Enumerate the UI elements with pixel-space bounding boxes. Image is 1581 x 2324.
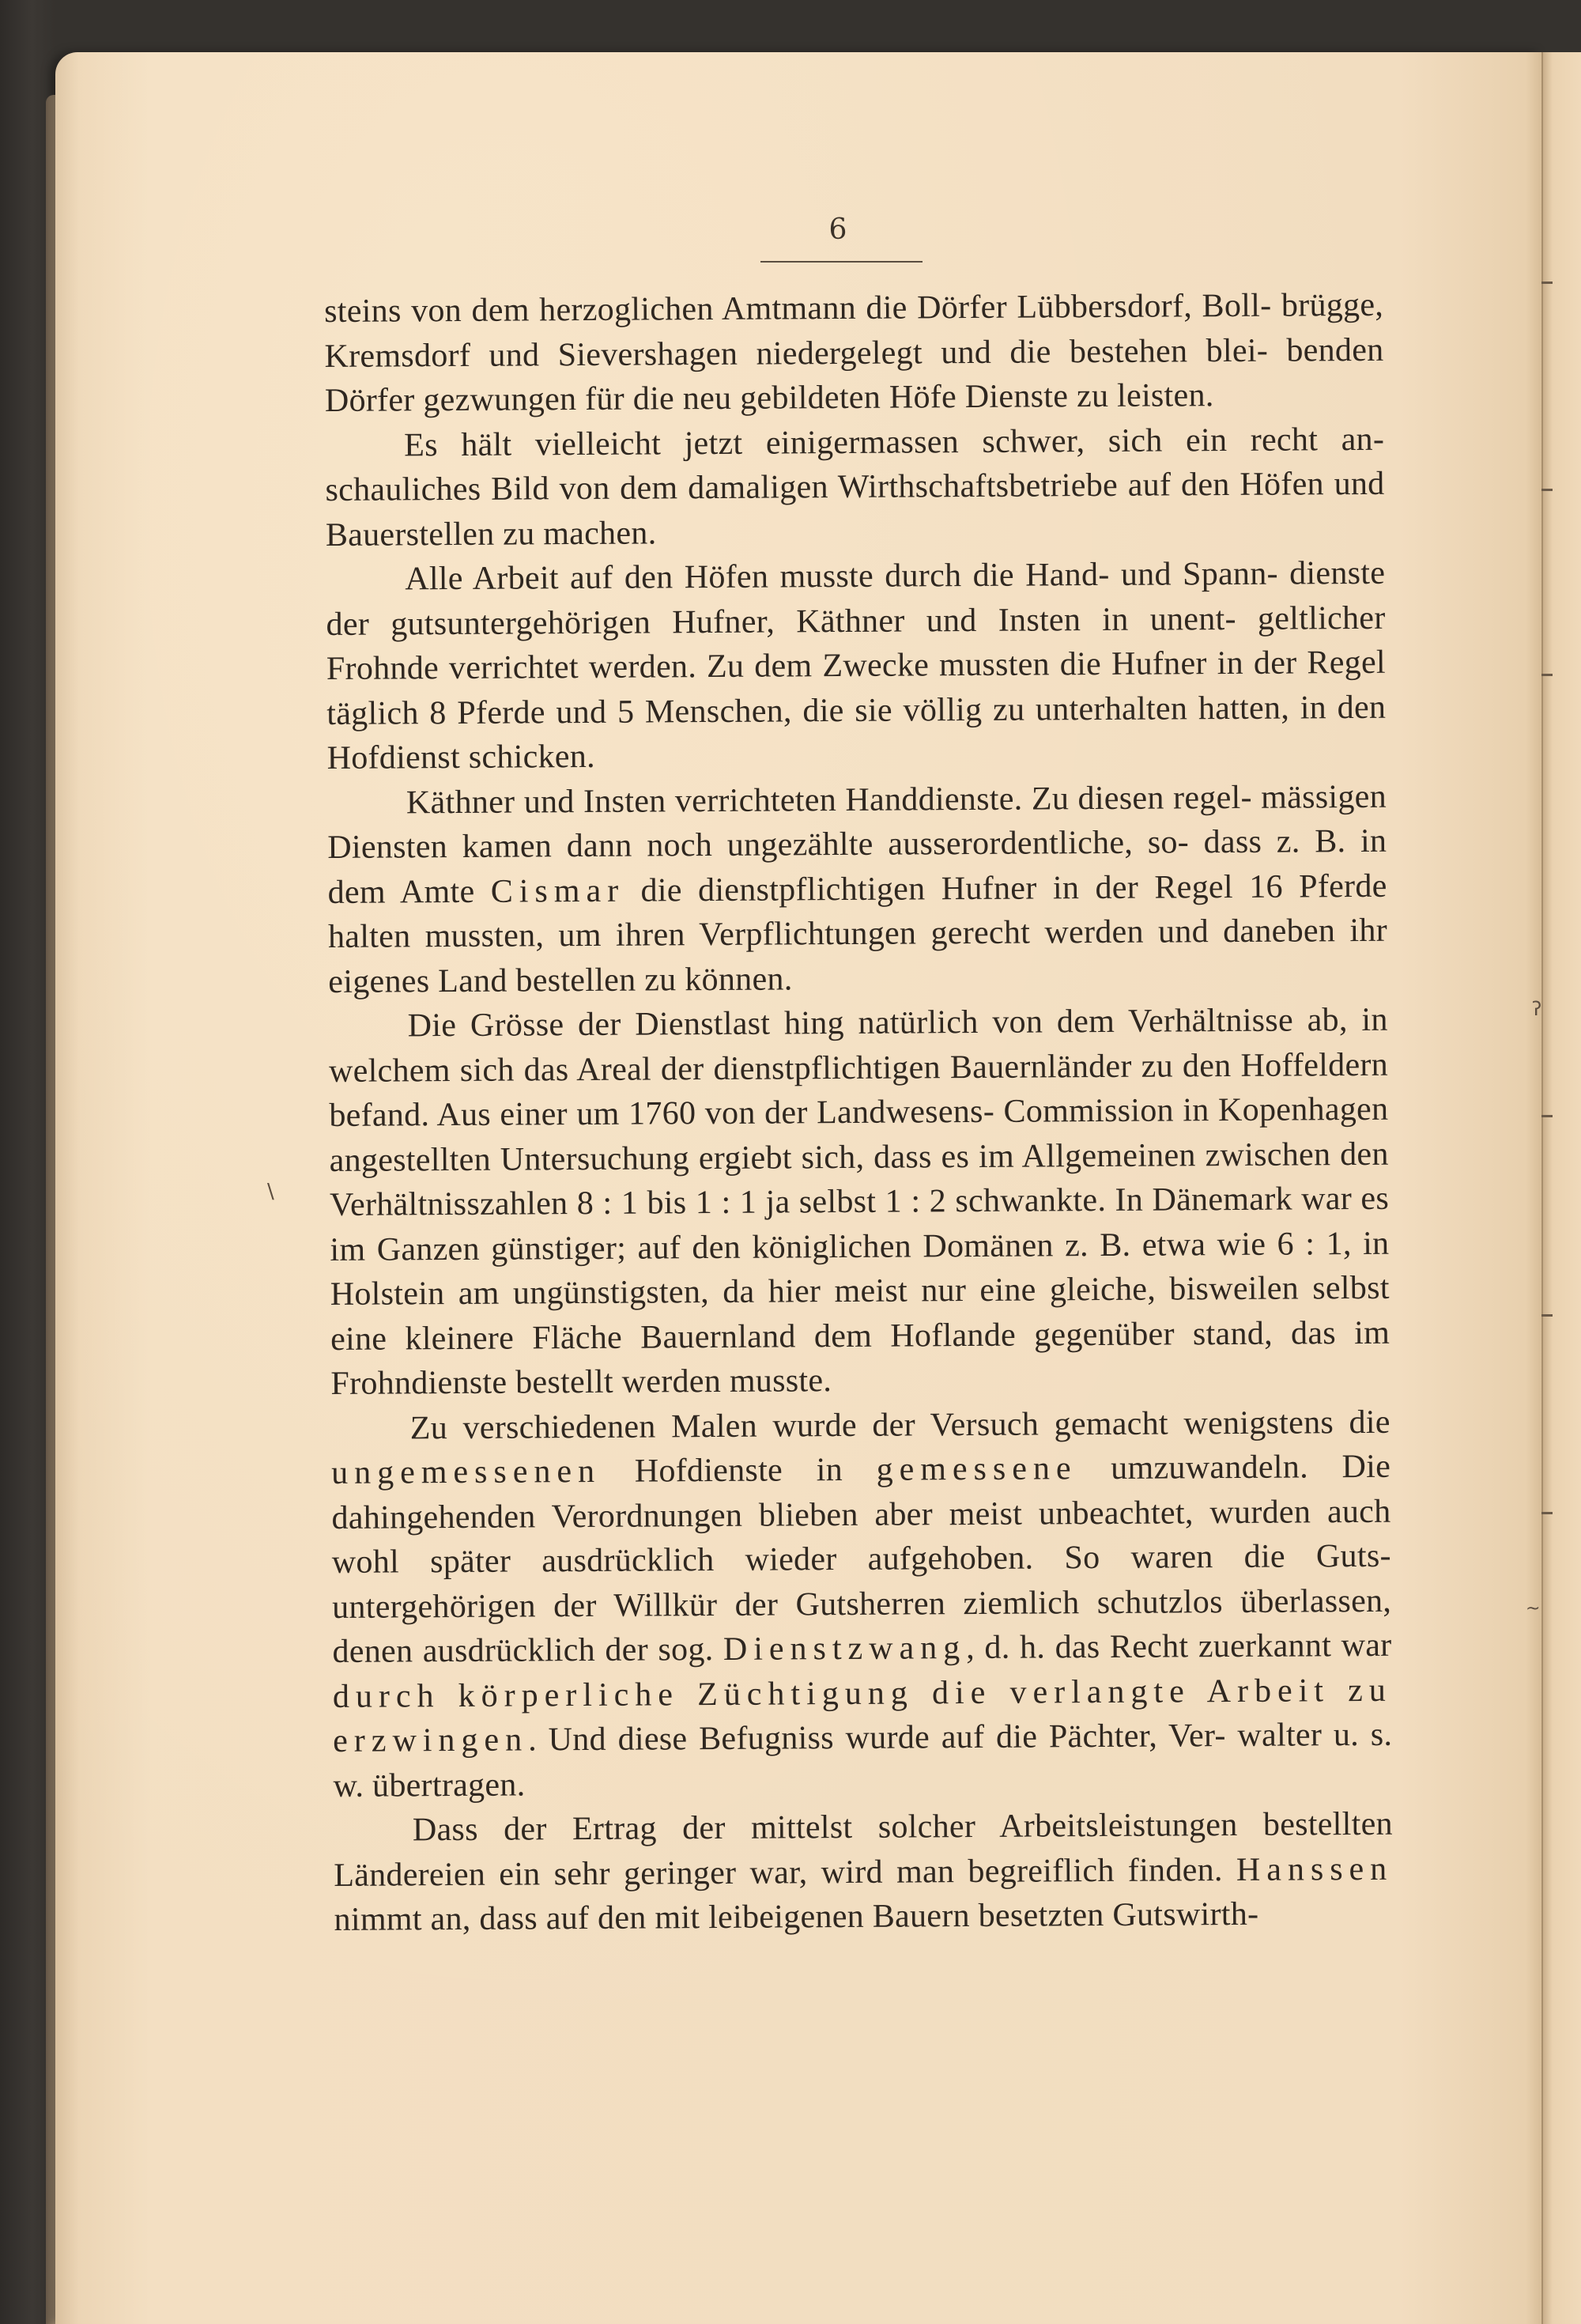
text-segment: Alle Arbeit auf den Höfen musste durch die Hand- und Spann- dienste der gutsuntergehörigen Hufner, Käthner und Insten in unent- geltlicher Frohnde verrichtet werden. Zu dem Zwecke mussten die Hufner in der Regel täglich 8 Pferde und 5 Menschen, die sie völlig zu unterhalten hatten, in den Hofdienst schicken. [326,554,1387,777]
text-segment: Es hält vielleicht jetzt einigermassen schwer, sich ein recht an- schauliches Bild von dem damaligen Wirthschaftsbetriebe auf den Höfen und Bauerstellen zu machen. [325,421,1385,554]
spaced-emphasis: ungemessenen [331,1453,602,1491]
spaced-emphasis: Cismar [490,872,625,910]
paragraph [329,998,1390,1407]
text-segment: Hofdienste in [600,1451,877,1490]
margin-mark: ~ [1526,1599,1541,1619]
text-segment: umzuwandeln. Die dahingehenden Verordnungen blieben aber meist unbeachtet, wurden auch wohl später ausdrücklich wieder aufgehoben. So waren die Guts- untergehörigen der Willkür der Gutsherren ziemlich schutzlos überlassen, denen ausdrücklich der sog. [331,1448,1392,1670]
margin-mark: \ [267,1180,274,1204]
text-segment: die dienstpflichtigen Hufner in der Regel 16 Pferde halten mussten, um ihren Verpflichtungen gerecht werden und daneben ihr eigenes Land bestellen zu können. [327,867,1388,1000]
margin-tick [1541,1115,1553,1117]
text-segment: Zu verschiedenen Malen wurde der Versuch gemacht wenigstens die [409,1404,1390,1446]
text-segment: Käthner und Insten verrichteten Handdienste. Zu diesen regel- mässigen Diensten kamen dann noch ungezählte ausserordentliche, so- dass z. B. in dem Amte [327,778,1387,911]
text-segment: Dass der Ertrag der mittelst solcher Arbeitsleistungen bestellten Ländereien ein sehr geringer war, wird man begreiflich finden. [334,1805,1394,1894]
paragraph [325,417,1385,557]
margin-tick [1541,489,1553,491]
spaced-emphasis: Dienstzwang [723,1630,967,1668]
spaced-emphasis: gemessene [876,1450,1077,1488]
paragraph [334,1802,1394,1943]
margin-mark: ʔ [1532,998,1542,1020]
text-segment: Die Grösse der Dienstlast hing natürlich von dem Verhältnisse ab, in welchem sich das Areal der dienstpflichtigen Bauernländer zu den Hoffeldern befand. Aus einer um 1760 von der Landwesens- Commission in Kopenhagen angestellten Untersuchung ergiebt sich, dass es im Allgemeinen zwischen den Verhältnisszahlen 8 : 1 bis 1 : 1 ja selbst 1 : 2 schwankte. In Dänemark war es im Ganzen günstiger; auf den königlichen Domänen z. B. etwa wie 6 : 1, in Holstein am ungünstigsten, da hier meist nur eine gleiche, bisweilen selbst eine kleinere Fläche Bauernland dem Hoflande gegenüber stand, das im Frohndienste bestellt werden musste. [328,1001,1390,1402]
text-segment: nimmt an, dass auf den mit leibeigenen Bauern besetzten Gutswirth- [334,1895,1259,1938]
page-number: 6 [828,214,847,246]
text-segment: steins von dem herzoglichen Amtmann die Dörfer Lübbersdorf, Boll- brügge, Kremsdorf und Sievershagen niedergelegt und die bestehen blei- benden Dörfer gezwungen für die neu gebildeten Höfe Dienste zu leisten. [324,286,1384,419]
margin-tick [1541,674,1553,676]
spaced-emphasis: Hanssen [1236,1850,1394,1888]
margin-tick [1541,1314,1553,1317]
paragraph [331,1400,1393,1808]
margin-tick [1541,282,1553,284]
text-segment: , d. h. das Recht zuerkannt war [966,1627,1392,1667]
paragraph [326,551,1387,781]
body-text [324,283,1394,1943]
text-segment: . Und diese Befugniss wurde auf die Pächter, Ver- walter u. s. w. übertragen. [333,1716,1393,1804]
paragraph [324,283,1384,424]
margin-tick [1541,1512,1553,1514]
header-rule [760,261,923,263]
spaced-emphasis: durch körperliche Züchtigung die verlangte Arbeit zu erzwingen [332,1672,1392,1759]
adjacent-page-edge [1541,52,1581,2324]
paragraph [327,774,1388,1004]
